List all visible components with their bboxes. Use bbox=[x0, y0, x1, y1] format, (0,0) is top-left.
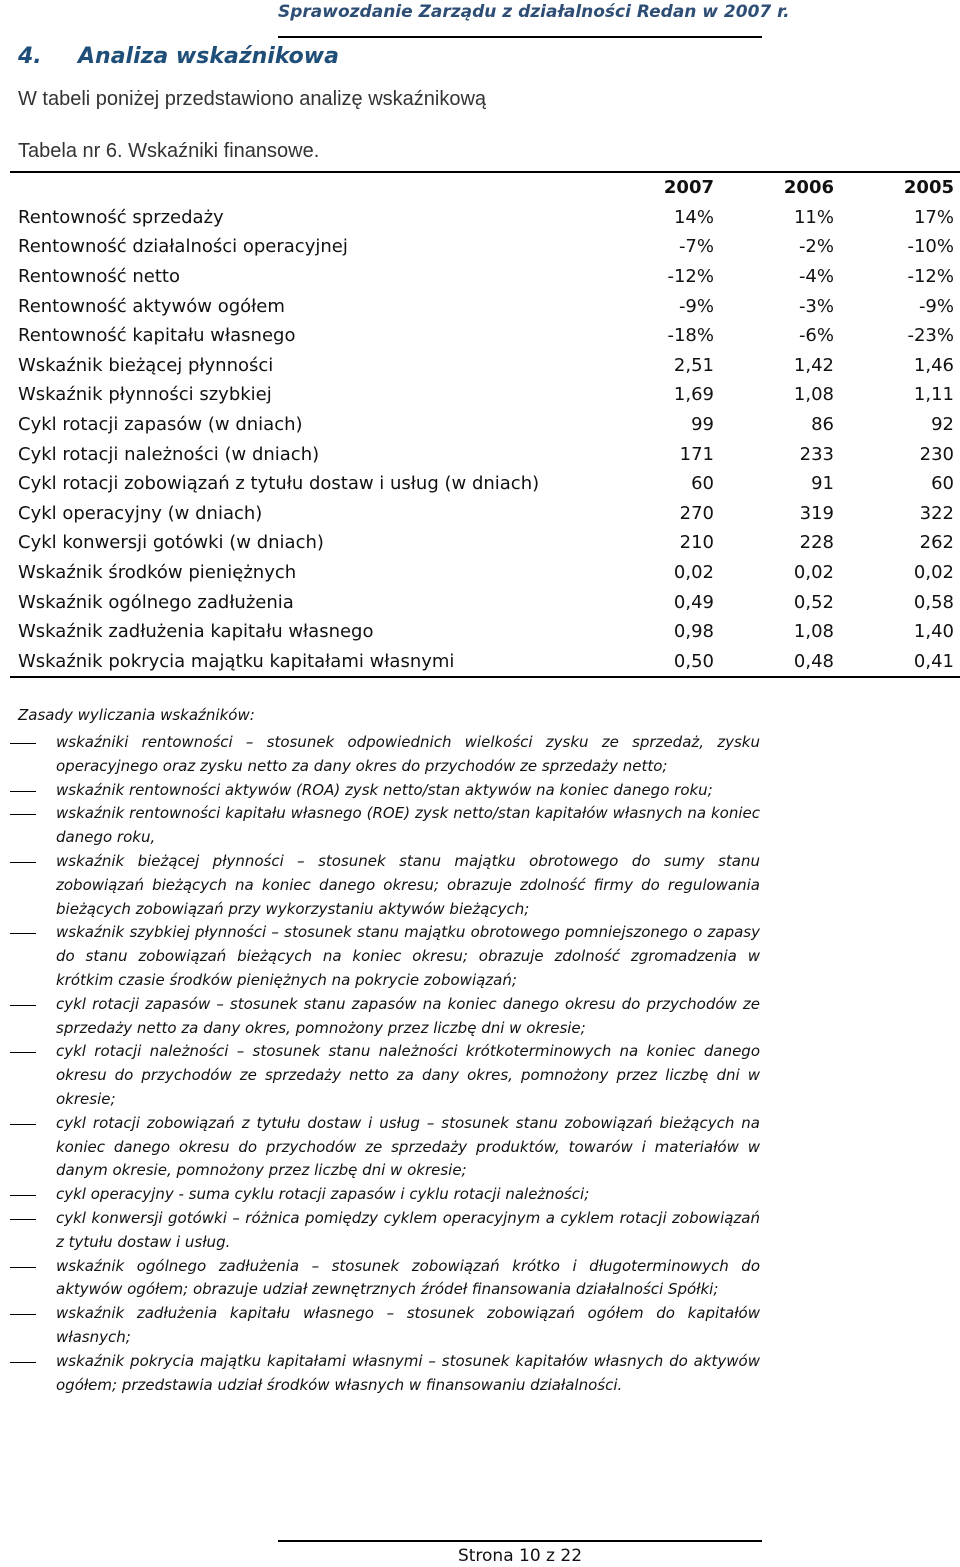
dash-bullet-icon bbox=[10, 1219, 36, 1220]
page-number: Strona 10 z 22 bbox=[457, 1546, 583, 1566]
cell-2005: 0,41 bbox=[913, 650, 954, 672]
list-item bbox=[0, 731, 760, 779]
row-label: Cykl rotacji zapasów (w dniach) bbox=[18, 414, 303, 436]
list-item bbox=[0, 1302, 760, 1350]
row-label: Rentowność sprzedaży bbox=[18, 206, 224, 228]
cell-2007: -9% bbox=[678, 295, 714, 317]
footer-divider bbox=[278, 1540, 762, 1542]
cell-2006: 91 bbox=[811, 473, 834, 495]
row-label: Cykl konwersji gotówki (w dniach) bbox=[18, 532, 324, 554]
financial-ratios-table bbox=[10, 171, 960, 678]
cell-2007: -18% bbox=[667, 325, 714, 347]
cell-2006: 11% bbox=[793, 206, 834, 228]
note-text: wskaźnik zadłużenia kapitału własnego – stosunek zobowiązań ogółem do kapitałów własnych; bbox=[56, 1304, 760, 1346]
table-row bbox=[10, 410, 960, 440]
list-item bbox=[0, 850, 760, 921]
row-label: Rentowność działalności operacyjnej bbox=[18, 236, 348, 258]
cell-2005: 0,02 bbox=[913, 562, 954, 584]
column-header bbox=[10, 172, 600, 203]
running-header: Sprawozdanie Zarządu z działalności Redan w 2007 r. bbox=[278, 2, 762, 38]
dash-bullet-icon bbox=[10, 1362, 36, 1363]
table-row bbox=[10, 528, 960, 558]
note-text: cykl rotacji zapasów – stosunek stanu zapasów na koniec danego okresu do przychodów ze sprzedaży netto za dany okres, pomnożony przez liczbę dni w okresie; bbox=[56, 994, 760, 1037]
cell-2007: 60 bbox=[691, 473, 714, 495]
dash-bullet-icon bbox=[10, 1267, 36, 1268]
column-header: 2005 bbox=[903, 177, 954, 199]
note-text: wskaźnik rentowności kapitału własnego (ROE) zysk netto/stan kapitałów własnych na koniec danego roku, bbox=[56, 804, 760, 847]
table-row bbox=[10, 469, 960, 499]
list-item bbox=[0, 1350, 760, 1398]
cell-2007: -7% bbox=[678, 236, 714, 258]
note-text: cykl rotacji zobowiązań z tytułu dostaw i usług – stosunek stanu zobowiązań bieżących na koniec danego okresu do przychodów ze sprzedaży produktów, towarów i materiałów w danym okresie, pomnożony przez liczbę dni w okresie; bbox=[56, 1113, 760, 1180]
row-label: Rentowność netto bbox=[18, 266, 180, 288]
dash-bullet-icon bbox=[10, 1195, 36, 1196]
column-header: 2007 bbox=[663, 177, 714, 199]
cell-2007: 1,69 bbox=[673, 384, 714, 406]
cell-2006: 0,02 bbox=[793, 562, 834, 584]
cell-2006: -6% bbox=[798, 325, 834, 347]
list-item bbox=[0, 1255, 760, 1303]
row-label: Wskaźnik płynności szybkiej bbox=[18, 384, 272, 406]
table-row bbox=[10, 647, 960, 678]
cell-2005: 262 bbox=[919, 532, 954, 554]
cell-2006: 1,42 bbox=[793, 354, 834, 376]
list-item bbox=[0, 802, 760, 850]
cell-2006: 1,08 bbox=[793, 384, 834, 406]
table-row bbox=[10, 587, 960, 617]
section-number: 4. bbox=[18, 44, 42, 69]
cell-2006: 86 bbox=[811, 414, 834, 436]
row-label: Wskaźnik bieżącej płynności bbox=[18, 354, 274, 376]
cell-2006: 0,52 bbox=[793, 591, 834, 613]
section-title bbox=[18, 44, 339, 69]
cell-2007: 0,98 bbox=[673, 621, 714, 643]
cell-2005: 0,58 bbox=[913, 591, 954, 613]
row-label: Wskaźnik zadłużenia kapitału własnego bbox=[18, 621, 374, 643]
table-row bbox=[10, 291, 960, 321]
row-label: Wskaźnik środków pieniężnych bbox=[18, 562, 297, 584]
note-text: wskaźnik ogólnego zadłużenia – stosunek zobowiązań krótko i długoterminowych do aktywów ogółem; obrazuje udział zewnętrznych źródeł finansowania działalności Spółki; bbox=[56, 1256, 760, 1299]
cell-2007: 2,51 bbox=[673, 354, 714, 376]
row-label: Rentowność aktywów ogółem bbox=[18, 295, 285, 317]
table-row bbox=[10, 203, 960, 233]
dash-bullet-icon bbox=[10, 1124, 36, 1125]
table-row bbox=[10, 232, 960, 262]
table-header-row bbox=[10, 172, 960, 203]
cell-2006: 319 bbox=[799, 502, 834, 524]
row-label: Wskaźnik ogólnego zadłużenia bbox=[18, 591, 294, 613]
table-row bbox=[10, 380, 960, 410]
row-label: Cykl operacyjny (w dniach) bbox=[18, 502, 263, 524]
note-text: cykl konwersji gotówki – różnica pomiędzy cyklem operacyjnym a cyklem rotacji zobowiązań z tytułu dostaw i usług. bbox=[56, 1208, 760, 1251]
cell-2005: 322 bbox=[919, 502, 954, 524]
note-text: wskaźnik bieżącej płynności – stosunek stanu majątku obrotowego do sumy stanu zobowiązań bieżących na koniec danego okresu; obrazuje zdolność firmy do regulowania bieżących zobowiązań przy wykorzystaniu aktywów bieżących; bbox=[56, 851, 760, 918]
cell-2006: -2% bbox=[798, 236, 834, 258]
note-text: cykl rotacji należności – stosunek stanu należności krótkoterminowych na koniec danego okresu do przychodów ze sprzedaży netto za dany okres, pomnożony przez liczbę dni w okresie; bbox=[56, 1042, 760, 1108]
note-text: wskaźnik szybkiej płynności – stosunek stanu majątku obrotowego pomniejszonego o zapasy do stanu zobowiązań bieżących na koniec okresu; obrazuje zdolność zgromadzenia w krótkim czasie środków pieniężnych na pokrycie zobowiązań; bbox=[56, 923, 760, 989]
cell-2007: -12% bbox=[667, 266, 714, 288]
row-label: Wskaźnik pokrycia majątku kapitałami własnymi bbox=[18, 650, 455, 672]
note-text: wskaźnik pokrycia majątku kapitałami własnymi – stosunek kapitałów własnych do aktywów ogółem; przedstawia udział środków własnych w finansowaniu działalności. bbox=[56, 1351, 760, 1394]
cell-2005: 1,46 bbox=[913, 354, 954, 376]
dash-bullet-icon bbox=[10, 1005, 36, 1006]
cell-2005: 92 bbox=[931, 414, 954, 436]
row-label: Cykl rotacji zobowiązań z tytułu dostaw i usług (w dniach) bbox=[18, 473, 540, 495]
cell-2005: -12% bbox=[907, 266, 954, 288]
cell-2005: 60 bbox=[931, 473, 954, 495]
table-row bbox=[10, 617, 960, 647]
cell-2006: -3% bbox=[798, 295, 834, 317]
dash-bullet-icon bbox=[10, 862, 36, 863]
cell-2007: 171 bbox=[679, 443, 714, 465]
table-row bbox=[10, 499, 960, 529]
cell-2007: 0,50 bbox=[673, 650, 714, 672]
notes-title: Zasady wyliczania wskaźników: bbox=[18, 706, 255, 724]
cell-2005: 230 bbox=[919, 443, 954, 465]
cell-2005: 17% bbox=[913, 206, 954, 228]
list-item bbox=[0, 1183, 760, 1207]
list-item bbox=[0, 993, 760, 1041]
list-item bbox=[0, 779, 760, 803]
dash-bullet-icon bbox=[10, 814, 36, 815]
cell-2007: 14% bbox=[673, 206, 714, 228]
cell-2006: 0,48 bbox=[793, 650, 834, 672]
dash-bullet-icon bbox=[10, 1314, 36, 1315]
dash-bullet-icon bbox=[10, 933, 36, 934]
row-label: Cykl rotacji należności (w dniach) bbox=[18, 443, 320, 465]
list-item bbox=[0, 1207, 760, 1255]
intro-text: W tabeli poniżej przedstawiono analizę wskaźnikową bbox=[18, 88, 487, 110]
row-label: Rentowność kapitału własnego bbox=[18, 325, 296, 347]
cell-2007: 99 bbox=[691, 414, 714, 436]
dash-bullet-icon bbox=[10, 791, 36, 792]
dash-bullet-icon bbox=[10, 743, 36, 744]
list-item bbox=[0, 1112, 760, 1183]
cell-2005: -9% bbox=[918, 295, 954, 317]
cell-2005: -23% bbox=[907, 325, 954, 347]
cell-2005: -10% bbox=[907, 236, 954, 258]
cell-2005: 1,11 bbox=[913, 384, 954, 406]
note-text: cykl operacyjny - suma cyklu rotacji zapasów i cyklu rotacji należności; bbox=[56, 1185, 590, 1204]
cell-2006: 1,08 bbox=[793, 621, 834, 643]
column-header: 2006 bbox=[783, 177, 834, 199]
dash-bullet-icon bbox=[10, 1052, 36, 1053]
list-item bbox=[0, 921, 760, 992]
note-text: wskaźniki rentowności – stosunek odpowiednich wielkości zysku ze sprzedaż, zysku operacyjnego oraz zysku netto za dany okres do przychodów ze sprzedaży netto; bbox=[56, 733, 760, 775]
note-text: wskaźnik rentowności aktywów (ROA) zysk netto/stan aktywów na koniec danego roku; bbox=[56, 780, 713, 799]
section-title-text: Analiza wskaźnikowa bbox=[78, 44, 339, 69]
notes-list bbox=[0, 731, 760, 1397]
cell-2007: 270 bbox=[679, 502, 714, 524]
cell-2007: 210 bbox=[679, 532, 714, 554]
table-row bbox=[10, 351, 960, 381]
cell-2007: 0,49 bbox=[673, 591, 714, 613]
cell-2006: 233 bbox=[799, 443, 834, 465]
cell-2007: 0,02 bbox=[673, 562, 714, 584]
table-caption: Tabela nr 6. Wskaźniki finansowe. bbox=[18, 140, 320, 162]
table-row bbox=[10, 558, 960, 588]
table-row bbox=[10, 439, 960, 469]
cell-2006: -4% bbox=[798, 266, 834, 288]
table-row bbox=[10, 321, 960, 351]
cell-2006: 228 bbox=[799, 532, 834, 554]
list-item bbox=[0, 1040, 760, 1111]
cell-2005: 1,40 bbox=[913, 621, 954, 643]
table-row bbox=[10, 262, 960, 292]
